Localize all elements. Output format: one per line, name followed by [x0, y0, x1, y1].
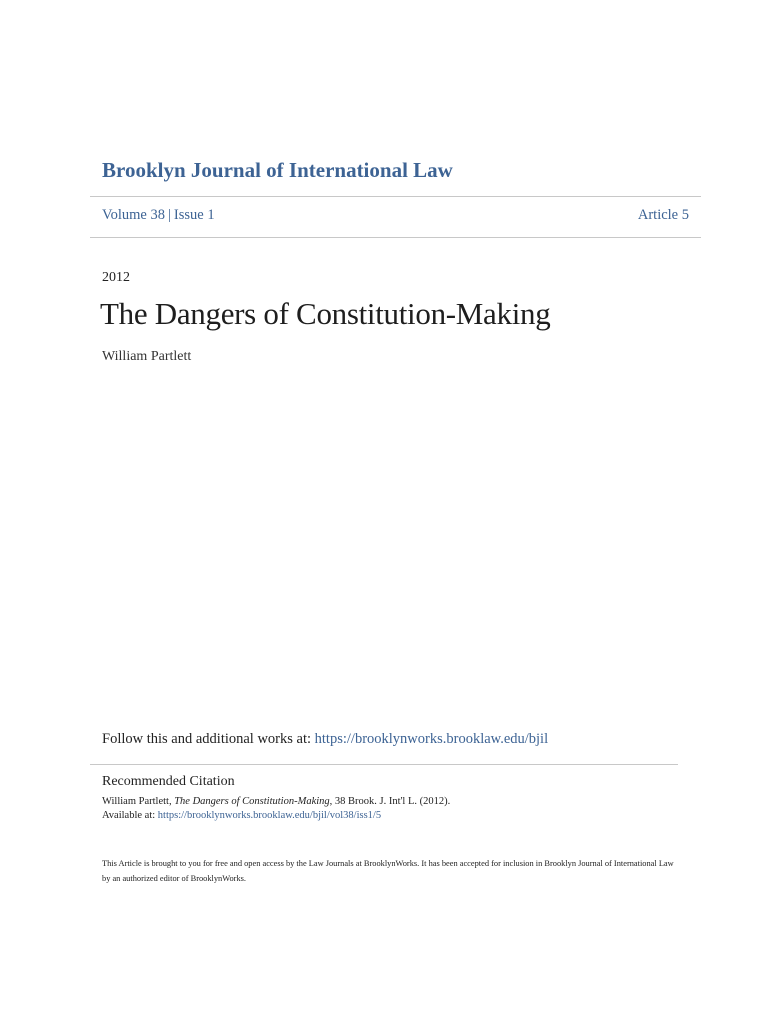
header-bottom-divider — [90, 237, 701, 238]
publication-year: 2012 — [102, 270, 130, 285]
recommended-citation-heading: Recommended Citation — [102, 774, 235, 789]
available-at-line — [102, 810, 381, 821]
article-number-link[interactable]: Article 5 — [637, 207, 689, 223]
access-notice: This Article is brought to you for free and open access by the Law Journals at BrooklynWorks. It has been accepted for inclusion in Brooklyn Journal of International Law by an authorized editor of BrooklynWorks. — [102, 859, 674, 883]
citation-title: The Dangers of Constitution-Making — [174, 796, 330, 807]
issue-separator: | — [167, 207, 171, 223]
available-label: Available at: — [102, 810, 158, 821]
issue-row — [102, 207, 689, 224]
volume-link[interactable]: Volume 38 — [102, 207, 165, 223]
follow-label: Follow this and additional works at: — [102, 731, 315, 747]
article-title: The Dangers of Constitution-Making — [100, 296, 551, 331]
header-top-divider — [90, 196, 701, 197]
available-url-link[interactable]: https://brooklynworks.brooklaw.edu/bjil/vol38/iss1/5 — [157, 810, 382, 821]
citation-divider — [90, 764, 678, 765]
follow-url-link[interactable]: https://brooklynworks.brooklaw.edu/bjil — [314, 731, 549, 747]
issue-link[interactable]: Issue 1 — [173, 207, 215, 223]
citation-text — [102, 796, 450, 807]
citation-suffix: , 38 Brook. J. Int'l L. (2012). — [329, 796, 451, 807]
journal-title-link[interactable]: Brooklyn Journal of International Law — [102, 158, 453, 182]
article-author: William Partlett — [102, 349, 192, 364]
citation-author: William Partlett, — [102, 796, 175, 807]
follow-line — [102, 731, 548, 748]
